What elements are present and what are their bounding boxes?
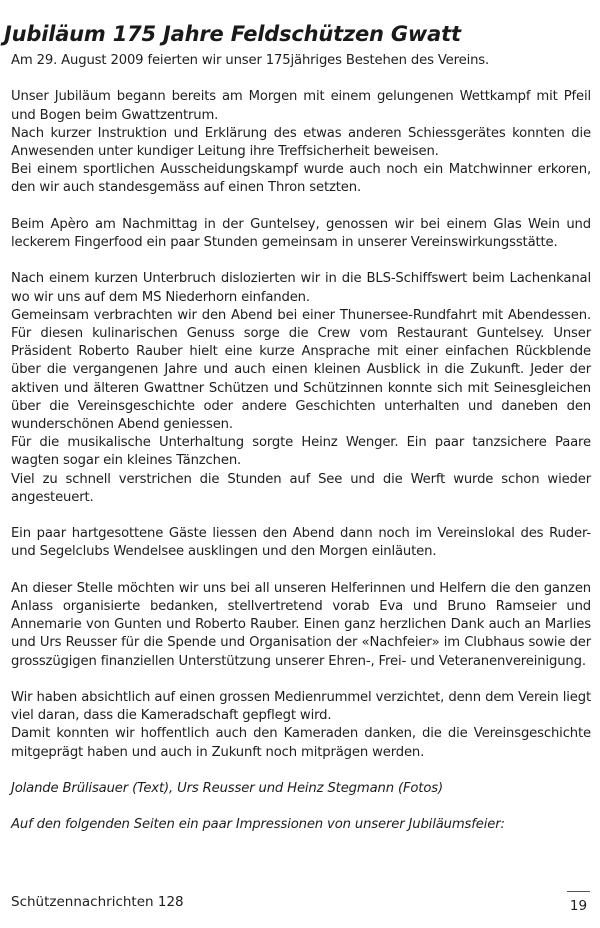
paragraph-line: Bei einem sportlichen Ausscheidungskampf wurde auch noch ein Matchwinner erkoren, den wir auch standesgemäss auf einen Thron setzten. xyxy=(11,162,591,196)
paragraph-line: Gemeinsam verbrachten wir den Abend bei einer Thunersee-Rundfahrt mit Abendessen. Für diesen kulinarischen Genuss sorge die Crew vom Restaurant Guntelsey. Unser Präsident Roberto Rauber hielt eine kurze Ansprache mit einer einfachen Rückblende über die vergangenen Jahre und auch einen kleinen Ausblick in die Zukunft. Jeder der aktiven und älteren Gwattner Schützen und Schützinnen konnte sich mit Seinesgleichen über die Vereinsgeschichte oder andere Geschichten unterhalten und daneben den wunderschönen Abend geniessen. xyxy=(11,307,591,433)
article-body xyxy=(11,52,591,853)
paragraph-line: Beim Apèro am Nachmittag in der Guntelsey, genossen wir bei einem Glas Wein und leckerem Fingerfood ein paar Stunden gemeinsam in unserer Vereinswirkungsstätte. xyxy=(11,216,591,250)
paragraph-line: Damit konnten wir hoffentlich auch den Kameraden danken, die die Vereinsgeschichte mitgeprägt haben und auch in Zukunft noch mitprägen werden. xyxy=(11,726,591,760)
paragraph-thanks xyxy=(11,580,591,671)
paragraph-line: Nach einem kurzen Unterbruch dislozierten wir in die BLS-Schiffswert beim Lachenkanal wo wir uns auf dem MS Niederhorn einfanden. xyxy=(11,271,591,305)
article-title: Jubiläum 175 Jahre Feldschützen Gwatt xyxy=(4,22,461,47)
article-outro: Auf den folgenden Seiten ein paar Impressionen von unserer Jubiläumsfeier: xyxy=(11,817,505,833)
paragraph-boat-trip xyxy=(11,270,591,507)
page-number: 19 xyxy=(569,898,588,914)
paragraph-line: Am 29. August 2009 feierten wir unser 175jähriges Bestehen des Vereins. xyxy=(11,53,490,68)
paragraph-line: Viel zu schnell verstrichen die Stunden auf See und die Werft wurde schon wieder angesteuert. xyxy=(11,471,591,505)
paragraph-line: Wir haben absichtlich auf einen grossen Medienrummel verzichtet, denn dem Verein liegt viel daran, dass die Kameradschaft gepflegt wird. xyxy=(11,690,591,724)
article-credits: Jolande Brülisauer (Text), Urs Reusser und Heinz Stegmann (Fotos) xyxy=(11,781,443,797)
paragraph-line: Für die musikalische Unterhaltung sorgte Heinz Wenger. Ein paar tanzsichere Paare wagten sogar ein kleines Tänzchen. xyxy=(11,435,591,469)
paragraph-apero xyxy=(11,216,591,252)
paragraph-line: An dieser Stelle möchten wir uns bei all unseren Helferinnen und Helfern die den ganzen Anlass organisierte bedanken, stellvertretend vorab Eva und Bruno Ramseier und Annemarie von Gunten und Roberto Rauber. Einen ganz herzlichen Dank auch an Marlies und Urs Reusser für die Spende und Organisation der «Nachfeier» im Clubhaus sowie der grosszügigen finanziellen Unterstützung unserer Ehren-, Frei- und Veteranenvereinigung. xyxy=(11,580,591,669)
paragraph-closing xyxy=(11,689,591,762)
paragraph-afterparty xyxy=(11,525,591,561)
paragraph-intro xyxy=(11,52,591,70)
footer-divider xyxy=(567,891,590,892)
paragraph-line: Ein paar hartgesottene Gäste liessen den Abend dann noch im Vereinslokal des Ruder- und Segelclubs Wendelsee ausklingen und den Morgen einläuten. xyxy=(11,526,591,560)
paragraph-archery xyxy=(11,88,591,197)
paragraph-line: Unser Jubiläum begann bereits am Morgen mit einem gelungenen Wettkampf mit Pfeil und Bogen beim Gwattzentrum. xyxy=(11,89,591,123)
paragraph-line: Nach kurzer Instruktion und Erklärung des etwas anderen Schiessgerätes konnten die Anwesenden unter kundiger Leitung ihre Treffsicherheit beweisen. xyxy=(11,125,591,159)
footer-publication: Schützennachrichten 128 xyxy=(11,894,184,910)
